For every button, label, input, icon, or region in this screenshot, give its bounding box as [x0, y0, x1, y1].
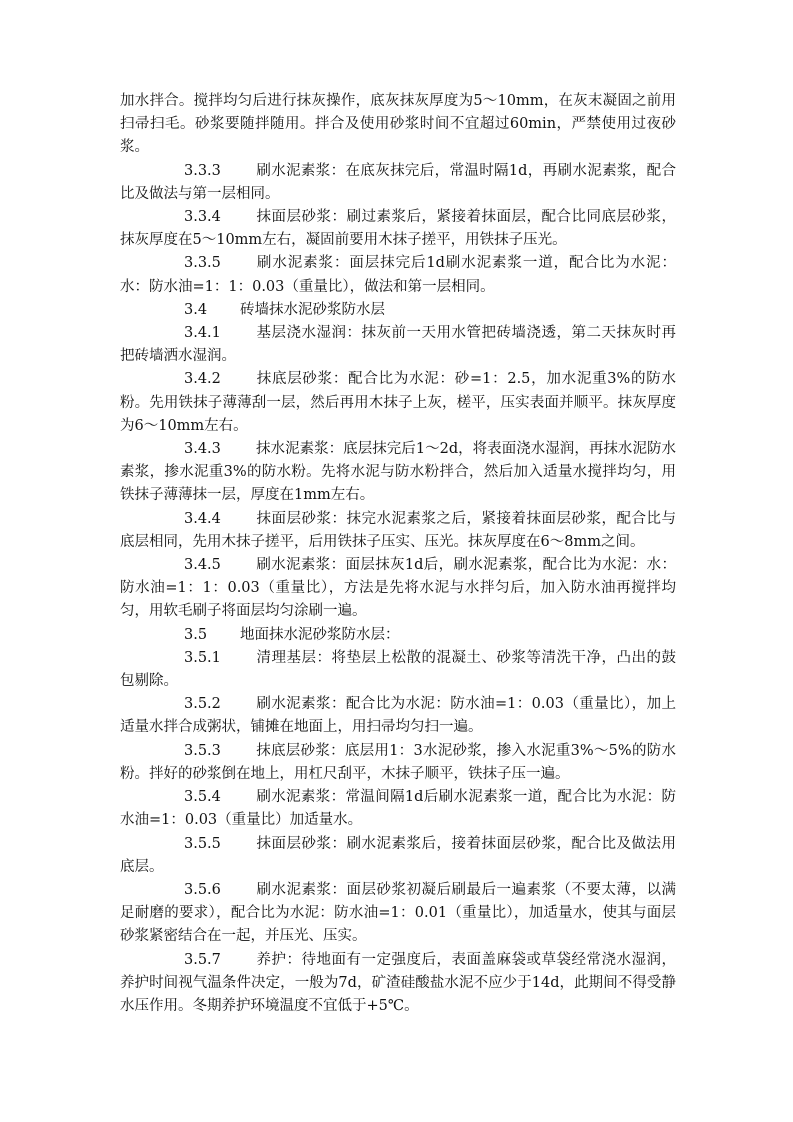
clause-text: 抹底层砂浆：底层用1：3水泥砂浆，掺入水泥重3%～5%的防水粉。拌好的砂浆倒在地上，用杠尺刮平，木抹子顺平，铁抹子压一遍。: [120, 742, 676, 782]
clause-number: 3.5.3: [184, 742, 221, 759]
document-page: [120, 90, 676, 1018]
clause-text: 基层浇水湿润：抹灰前一天用水管把砖墙浇透，第二天抹灰时再把砖墙洒水湿润。: [120, 325, 676, 365]
clause-text: 抹面层砂浆：刷水泥素浆后，接着抹面层砂浆，配合比及做法用底层。: [120, 835, 676, 875]
clause-3-3-5: [120, 252, 676, 298]
clause-text: 刷水泥素浆：在底灰抹完后，常温时隔1d，再刷水泥素浆，配合比及做法与第一层相同。: [120, 162, 676, 202]
clause-3-4-1: [120, 322, 676, 368]
clause-3-3-4: [120, 206, 676, 252]
clause-number: 3.3.3: [184, 162, 221, 179]
clause-3-5-7: [120, 949, 676, 1019]
clause-number: 3.4.1: [184, 325, 221, 342]
paragraph-continuation: [120, 90, 676, 160]
clause-3-3-3: [120, 160, 676, 206]
clause-3-5-2: [120, 693, 676, 739]
clause-number: 3.5.5: [184, 835, 221, 852]
clause-3-5-3: [120, 740, 676, 786]
clause-number: 3.5.2: [184, 696, 221, 713]
clause-text: 抹面层砂浆：抹完水泥素浆之后，紧接着抹面层砂浆，配合比与底层相同，先用木抹子搓平，后用铁抹子压实、压光。抹灰厚度在6～8mm之间。: [120, 510, 676, 550]
section-number: 3.5: [184, 626, 208, 643]
clause-3-4-5: [120, 554, 676, 624]
clause-3-5-6: [120, 879, 676, 949]
clause-3-5-5: [120, 833, 676, 879]
clause-number: 3.4.4: [184, 510, 221, 527]
clause-3-5-4: [120, 786, 676, 832]
clause-number: 3.5.1: [184, 649, 221, 666]
clause-text: 清理基层：将垫层上松散的混凝土、砂浆等清洗干净，凸出的鼓包剔除。: [120, 649, 676, 690]
clause-3-4-2: [120, 368, 676, 438]
section-title: 地面抹水泥砂浆防水层：: [240, 626, 400, 643]
clause-number: 3.5.7: [184, 951, 221, 968]
clause-number: 3.3.5: [184, 255, 221, 272]
clause-text: 抹底层砂浆：配合比为水泥：砂=1：2.5，加水泥重3%的防水粉。先用铁抹子薄薄刮一层，然后再用木抹子上灰，槎平，压实表面并顺平。抹灰厚度为6～10mm左右。: [120, 371, 676, 434]
section-3-5-heading: [120, 624, 676, 647]
section-title: 砖墙抹水泥砂浆防水层: [240, 301, 385, 318]
clause-number: 3.3.4: [184, 209, 221, 226]
clause-number: 3.5.4: [184, 789, 221, 806]
clause-number: 3.4.2: [184, 371, 221, 388]
clause-text: 抹水泥素浆：底层抹完后1～2d，将表面浇水湿润，再抹水泥防水素浆，掺水泥重3%的防水粉。先将水泥与防水粉拌合，然后加入适量水搅拌均匀，用铁抹子薄薄抹一层，厚度在1mm左右。: [120, 441, 676, 504]
clause-3-5-1: [120, 647, 676, 693]
clause-text: 刷水泥素浆：常温间隔1d后刷水泥素浆一道，配合比为水泥：防水油=1：0.03（重量比）加适量水。: [120, 789, 676, 829]
paragraph-text: 加水拌合。搅拌均匀后进行抹灰操作，底灰抹灰厚度为5～10mm，在灰末凝固之前用扫帚扫毛。砂浆要随拌随用。拌合及使用砂浆时间不宜超过60min，严禁使用过夜砂浆。: [120, 93, 676, 156]
clause-3-4-4: [120, 508, 676, 554]
clause-number: 3.4.3: [184, 441, 221, 458]
clause-text: 养护：待地面有一定强度后，表面盖麻袋或草袋经常浇水湿润，养护时间视气温条件决定，一般为7d，矿渣硅酸盐水泥不应少于14d，此期间不得受静水压作用。冬期养护环境温度不宜低于+5℃。: [120, 951, 676, 1014]
clause-text: 抹面层砂浆：刷过素浆后，紧接着抹面层，配合比同底层砂浆，抹灰厚度在5～10mm左右，凝固前要用木抹子搓平，用铁抹子压光。: [120, 209, 676, 249]
clause-text: 刷水泥素浆：面层砂浆初凝后刷最后一遍素浆（不要太薄，以满足耐磨的要求），配合比为水泥：防水油=1：0.01（重量比），加适量水，使其与面层砂浆紧密结合在一起，并压光、压实。: [120, 881, 676, 945]
section-3-4-heading: [120, 299, 676, 322]
clause-number: 3.4.5: [184, 557, 221, 574]
clause-text: 刷水泥素浆：配合比为水泥：防水油=1：0.03（重量比），加上适量水拌合成粥状，铺摊在地面上，用扫帚均匀扫一遍。: [120, 696, 676, 736]
clause-3-4-3: [120, 438, 676, 508]
clause-number: 3.5.6: [184, 881, 221, 898]
section-number: 3.4: [184, 301, 208, 318]
clause-text: 刷水泥素浆：面层抹完后1d刷水泥素浆一道，配合比为水泥：水：防水油=1：1：0.03（重量比），做法和第一层相同。: [120, 255, 676, 295]
clause-text: 刷水泥素浆：面层抹灰1d后，刷水泥素浆，配合比为水泥：水：防水油=1：1：0.03（重量比），方法是先将水泥与水拌匀后，加入防水油再搅拌均匀，用软毛刷子将面层均匀涂刷一遍。: [120, 557, 676, 620]
